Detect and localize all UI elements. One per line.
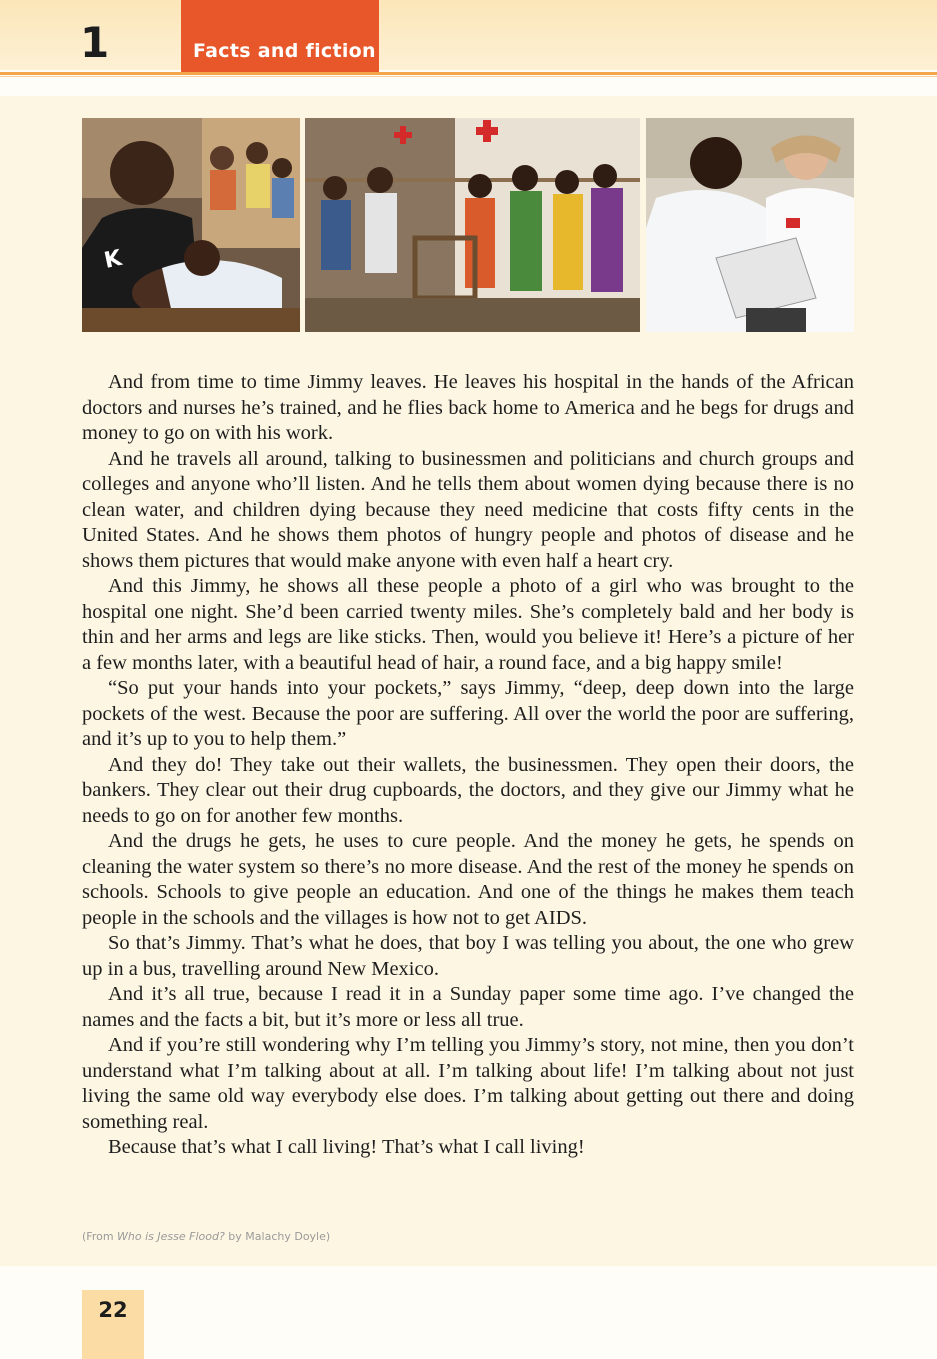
unit-title: Facts and fiction — [193, 40, 376, 62]
story-paragraph: And they do! They take out their wallets, the businessmen. They open their doors, the bankers. They clear out their drug cupboards, the doctors, and they give our Jimmy what he needs to go on for another few months. — [82, 753, 854, 827]
story-paragraph: And from time to time Jimmy leaves. He leaves his hospital in the hands of the African doctors and nurses he’s trained, and he flies back home to America and he begs for drugs and money to go on with his work. — [82, 371, 854, 444]
source-citation — [82, 1230, 330, 1243]
story-paragraph: “So put your hands into your pockets,” says Jimmy, “deep, deep down into the large pockets of the west. Because the poor are suffering. All over the world the poor are suffering, and it’s up to you to help them.” — [82, 677, 854, 750]
story-paragraph: And it’s all true, because I read it in a Sunday paper some time ago. I’ve changed the names and the facts a bit, but it’s more or less all true. — [82, 983, 854, 1031]
unit-number: 1 — [80, 18, 110, 67]
story-paragraph: And this Jimmy, he shows all these people a photo of a girl who was brought to the hospital one night. She’d been carried twenty miles. She’s completely bald and her body is thin and her arms and legs are like sticks. Then, would you believe it! Here’s a picture of her a few months later, with a beautiful head of hair, a round face, and a big happy smile! — [82, 575, 854, 674]
page-number: 22 — [98, 1298, 128, 1322]
header-rule — [0, 72, 937, 75]
story-paragraph: And if you’re still wondering why I’m telling you Jimmy’s story, not mine, then you don’t understand what I’m talking about at all. I’m talking about life! I’m talking about not just living the same old way everybody else does. I’m talking about getting out there and doing something real. — [82, 1034, 854, 1133]
photo-clinic-queue — [305, 118, 640, 332]
story-paragraph: And he travels all around, talking to businessmen and politicians and church groups and colleges and anyone who’ll listen. And he tells them about women dying because there is no clean water, and children dying because they need medicine that costs fifty cents in the United States. And he shows them photos of hungry people and photos of disease and he shows them pictures that would make anyone with even half a heart cry. — [82, 447, 854, 572]
header-rule-thin — [0, 76, 937, 77]
source-book-title: Who is Jesse Flood? — [117, 1230, 225, 1243]
source-suffix: by Malachy Doyle) — [224, 1230, 331, 1243]
page-header — [0, 0, 937, 70]
photo-doctors-reading — [646, 118, 854, 332]
story-paragraph: So that’s Jimmy. That’s what he does, that boy I was telling you about, the one who grew up in a bus, travelling around New Mexico. — [82, 932, 854, 980]
photo-mother-and-baby — [82, 118, 300, 332]
source-prefix: (From — [82, 1230, 118, 1243]
svg-text:K: K — [102, 245, 124, 274]
story-paragraph: And the drugs he gets, he uses to cure people. And the money he gets, he spends on cleaning the water system so there’s no more disease. And the rest of the money he spends on schools. Schools to give people an education. And one of the things he makes them teach people in the schools and the villages is how not to get AIDS. — [82, 830, 854, 929]
story-text — [82, 370, 854, 1161]
story-paragraph: Because that’s what I call living! That’s what I call living! — [108, 1136, 585, 1158]
